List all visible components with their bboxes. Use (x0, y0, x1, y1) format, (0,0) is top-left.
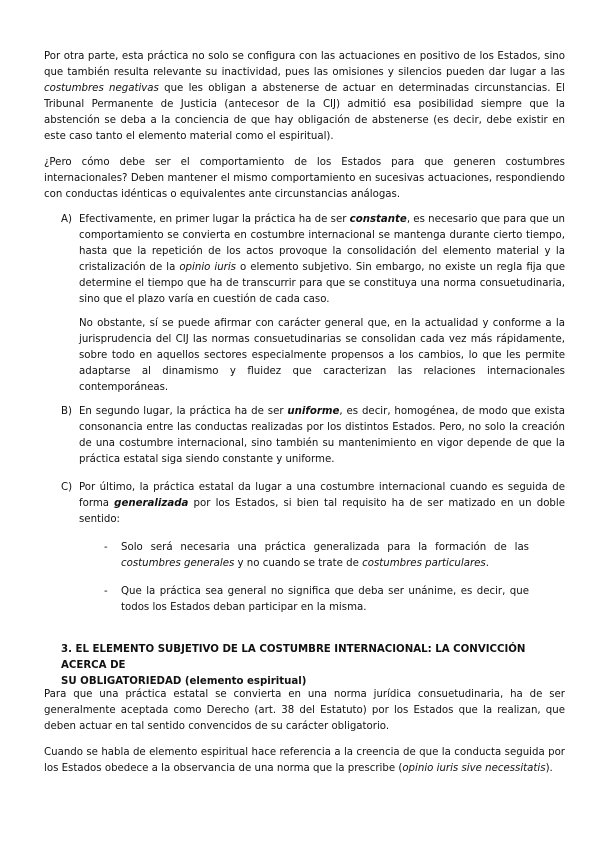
section-heading (61, 642, 561, 690)
emphasis-opinio-iuris: opinio iuris (179, 261, 236, 273)
item-a-no-obstante: No obstante, sí se puede afirmar con carácter general que, en la actualidad y conforme a la jurisprudencia del CIJ las normas consuetudinarias se consolidan cada vez más rápidamente, sobre todo en aquellos sectores especialmente propensos a los cambios, lo que les permite adaptarse al dinamismo y fluidez que caracterizan las relaciones internacionales contemporáneas. (79, 318, 565, 393)
keyword-constante: constante (349, 214, 407, 225)
paragraph-comportamiento: ¿Pero cómo debe ser el comportamiento de los Estados para que generen costumbres internacionales? Deben mantener el mismo comportamiento en sucesivas actuaciones, respondiendo con conductas idénticas o equivalentes ante circunstancias análogas. (44, 157, 565, 200)
section-heading-line-2: SU OBLIGATORIEDAD (elemento espiritual) (61, 675, 307, 687)
emphasis-costumbres-generales: costumbres generales (121, 557, 235, 569)
list-marker-c: C) (61, 482, 73, 493)
bullet-costumbres-generales: Solo será necesaria una práctica generalizada para la formación de las costumbres generales y no cuando se trate de costumbres particulares. (121, 542, 529, 569)
list-marker-b: B) (61, 406, 72, 417)
emphasis-opinio-iuris-sive: opinio iuris sive necessitatis (402, 762, 546, 774)
section-heading-line-1: 3. EL ELEMENTO SUBJETIVO DE LA COSTUMBRE INTERNACIONAL: LA CONVICCIÓN ACERCA DE (61, 644, 526, 671)
emphasis-costumbres-particulares: costumbres particulares (362, 557, 486, 569)
paragraph-elemento-espiritual: Cuando se habla de elemento espiritual hace referencia a la creencia de que la conducta seguida por los Estados obedece a la observancia de una norma que la prescribe (opinio iuris sive necessitatis). (44, 747, 565, 774)
keyword-generalizada: generalizada (114, 497, 189, 509)
paragraph-inactividad: Por otra parte, esta práctica no solo se configura con las actuaciones en positivo de los Estados, sino que también resulta relevante su inactividad, pues las omisiones y silencios pueden dar lugar a las costumbres negativas que les obligan a abstenerse de actuar en determinadas circunstancias. El Tribunal Permanente de Justicia (antecesor de la CIJ) admitió esa posibilidad siempre que la abstención se deba a la conciencia de que hay obligación de abstenerse (es decir, debe existir en este caso tanto el elemento material como el espiritual). (44, 51, 565, 142)
bullet-dash-2: - (104, 586, 108, 597)
item-c-generalizada: Por último, la práctica estatal da lugar a una costumbre internacional cuando es seguida de forma generalizada por los Estados, si bien tal requisito ha de ser matizado en un doble sentido: (79, 482, 565, 525)
bullet-no-unanime: Que la práctica sea general no significa que deba ser unánime, es decir, que todos los Estados deban participar en la misma. (121, 586, 529, 613)
keyword-uniforme: uniforme (287, 406, 340, 417)
item-a-constante: Efectivamente, en primer lugar la práctica ha de ser constante, es necesario que para que un comportamiento se convierta en costumbre internacional se mantenga durante cierto tiempo, hasta que la repetición de los actos provoque la consolidación del elemento material y la cristalización de la opinio iuris o elemento subjetivo. Sin embargo, no existe un regla fija que determine el tiempo que ha de transcurrir para que se constituya una norma consuetudinaria, sino que el plazo varía en cuestión de cada caso. (79, 214, 566, 305)
paragraph-norma-consuetudinaria: Para que una práctica estatal se convierta en una norma jurídica consuetudinaria, ha de ser generalmente aceptada como Derecho (art. 38 del Estatuto) por los Estados que la realizan, que deben actuar en tal sentido convencidos de su carácter obligatorio. (44, 689, 565, 732)
emphasis-costumbres-negativas: costumbres negativas (44, 82, 159, 94)
item-b-uniforme: En segundo lugar, la práctica ha de ser uniforme, es decir, homogénea, de modo que exista consonancia entre las conductas realizadas por los distintos Estados. Pero, no solo la creación de una costumbre internacional, sino también su mantenimiento en vigor depende de que la práctica estatal siga siendo constante y uniforme. (79, 406, 565, 465)
list-marker-a: A) (61, 214, 72, 225)
bullet-dash-1: - (104, 542, 108, 553)
